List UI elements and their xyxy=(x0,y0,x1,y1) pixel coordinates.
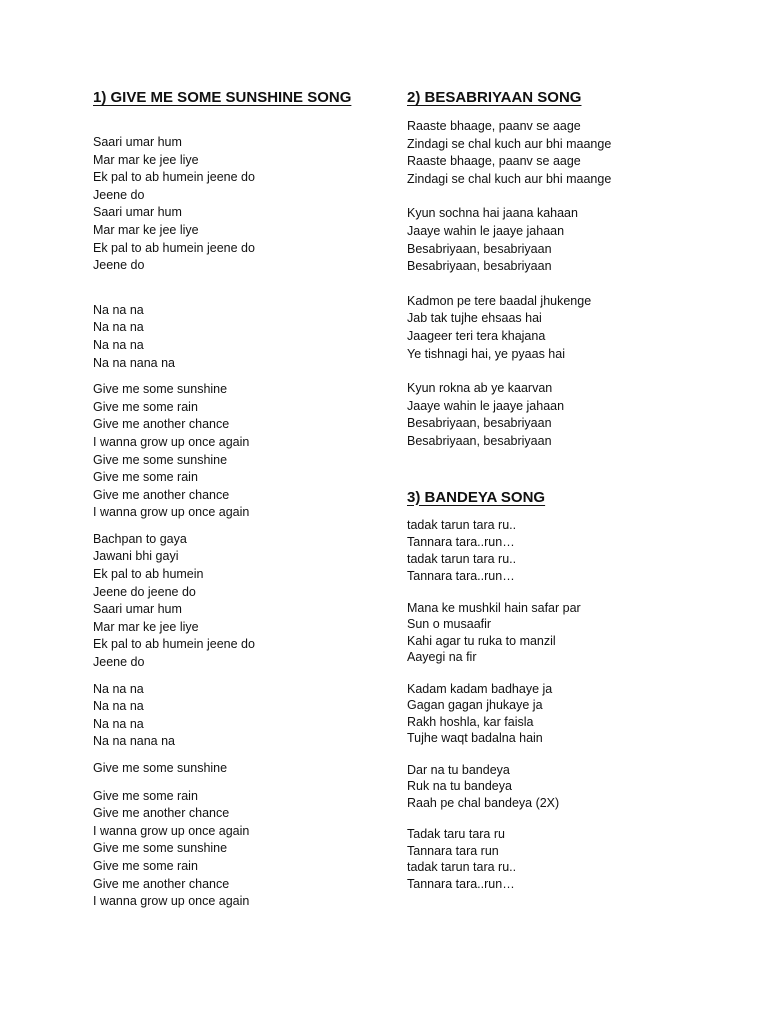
lyric-line: Bachpan to gaya xyxy=(93,531,187,546)
stanza xyxy=(407,762,697,812)
stanza xyxy=(407,681,697,747)
lyric-line: Tannara tara run xyxy=(407,843,499,858)
lyric-line: Raah pe chal bandeya (2X) xyxy=(407,795,560,810)
stanza xyxy=(407,293,697,363)
lyric-line: Mana ke mushkil hain safar par xyxy=(407,600,581,615)
stanza xyxy=(93,788,383,911)
lyric-line: Jaaye wahin le jaaye jahaan xyxy=(407,223,565,238)
lyric-line: Mar mar ke jee liye xyxy=(93,619,199,634)
lyric-line: Besabriyaan, besabriyaan xyxy=(407,416,552,431)
lyric-line: I wanna grow up once again xyxy=(93,434,250,449)
lyric-line: tadak tarun tara ru.. xyxy=(407,517,517,532)
lyric-line: Mar mar ke jee liye xyxy=(93,152,199,167)
lyric-line: Give me another chance xyxy=(93,487,230,502)
right-column xyxy=(407,88,697,892)
lyric-line: Ek pal to ab humein jeene do xyxy=(93,637,255,652)
lyric-line: Raaste bhaage, paanv se aage xyxy=(407,119,581,133)
lyric-line: Ye tishnagi hai, ye pyaas hai xyxy=(407,346,565,361)
lyric-line: Ruk na tu bandeya xyxy=(407,779,512,793)
lyric-line: Ek pal to ab humein jeene do xyxy=(93,170,255,185)
lyric-line: Tannara tara..run… xyxy=(407,568,515,583)
lyric-line: Jeene do xyxy=(93,258,145,273)
song-title-besabriyaan: 2) BESABRIYAAN SONG xyxy=(407,89,582,106)
stanza xyxy=(407,118,697,188)
lyric-line: Ek pal to ab humein xyxy=(93,567,204,582)
lyric-line: I wanna grow up once again xyxy=(93,894,250,909)
lyric-line: I wanna grow up once again xyxy=(93,505,250,520)
lyric-line: Give me some rain xyxy=(93,788,198,803)
lyric-line: Na na na xyxy=(93,337,144,352)
lyric-line: Mar mar ke jee liye xyxy=(93,222,199,237)
lyric-line: Na na na xyxy=(93,699,144,714)
lyric-line: Rakh hoshla, kar faisla xyxy=(407,714,534,729)
lyric-line: Jaaye wahin le jaaye jahaan xyxy=(407,398,565,413)
lyric-line: tadak tarun tara ru.. xyxy=(407,551,517,566)
lyric-line: Tujhe waqt badalna hain xyxy=(407,731,543,745)
lyric-line: Besabriyaan, besabriyaan xyxy=(407,259,552,274)
lyric-line: Tannara tara..run… xyxy=(407,876,515,891)
lyric-line: Tannara tara..run… xyxy=(407,534,515,549)
lyric-line: Saari umar hum xyxy=(93,135,182,149)
lyric-line: Na na na xyxy=(93,302,144,317)
lyric-line: I wanna grow up once again xyxy=(93,823,250,838)
lyric-line: Jeene do jeene do xyxy=(93,584,196,599)
lyric-line: Kadmon pe tere baadal jhukenge xyxy=(407,293,592,308)
song-title-give-me-some-sunshine: 1) GIVE ME SOME SUNSHINE SONG xyxy=(93,89,352,106)
lyric-line: Zindagi se chal kuch aur bhi maange xyxy=(407,136,612,151)
lyric-line: Besabriyaan, besabriyaan xyxy=(407,433,552,448)
lyric-line: Na na na xyxy=(93,320,144,335)
lyric-line: Give me another chance xyxy=(93,417,230,432)
lyric-line: Ek pal to ab humein jeene do xyxy=(93,240,255,255)
stanza xyxy=(93,531,383,672)
lyric-line: Na na na xyxy=(93,681,144,696)
lyric-line: Kadam kadam badhaye ja xyxy=(407,681,553,696)
lyric-line: tadak tarun tara ru.. xyxy=(407,860,517,874)
lyric-line: Give me some sunshine xyxy=(93,841,228,856)
lyric-line: Give me some sunshine xyxy=(93,382,228,397)
lyric-line: Na na nana na xyxy=(93,355,176,370)
lyric-line: Jab tak tujhe ehsaas hai xyxy=(407,311,542,326)
lyric-line: Jeene do xyxy=(93,655,145,670)
lyric-line: Sun o musaafir xyxy=(407,617,492,631)
stanza xyxy=(407,380,697,450)
lyric-line: Kyun sochna hai jaana kahaan xyxy=(407,206,578,221)
song-title-bandeya: 3) BANDEYA SONG xyxy=(407,488,546,506)
lyric-line: Aayegi na fir xyxy=(407,650,477,664)
stanza xyxy=(407,600,697,666)
lyric-line: Jawani bhi gayi xyxy=(93,549,179,564)
lyric-line: Saari umar hum xyxy=(93,602,182,617)
stanza xyxy=(93,134,383,275)
left-column xyxy=(93,88,383,911)
lyric-line: Give me some rain xyxy=(93,470,198,485)
lyric-line: Dar na tu bandeya xyxy=(407,762,510,777)
lyric-line: Give me some rain xyxy=(93,399,198,414)
lyric-line: Na na na xyxy=(93,716,144,731)
lyric-line: Tadak taru tara ru xyxy=(407,827,505,841)
lyric-line: Jeene do xyxy=(93,187,145,202)
lyric-line: Besabriyaan, besabriyaan xyxy=(407,241,552,256)
stanza xyxy=(407,826,697,892)
lyric-line: Kyun rokna ab ye kaarvan xyxy=(407,381,553,396)
lyric-line: Give me some sunshine xyxy=(93,761,228,775)
stanza xyxy=(93,681,383,751)
stanza xyxy=(93,302,383,372)
lyric-line: Kahi agar tu ruka to manzil xyxy=(407,633,556,648)
lyric-line: Give me another chance xyxy=(93,806,230,821)
stanza xyxy=(407,205,697,275)
stanza xyxy=(407,517,697,585)
lyric-line: Saari umar hum xyxy=(93,205,182,220)
lyric-line: Jaageer teri tera khajana xyxy=(407,328,546,343)
lyric-line: Give me some rain xyxy=(93,858,198,873)
lyric-line: Give me another chance xyxy=(93,876,230,891)
lyric-line: Zindagi se chal kuch aur bhi maange xyxy=(407,171,612,186)
stanza xyxy=(93,381,383,522)
lyric-line: Raaste bhaage, paanv se aage xyxy=(407,154,581,169)
lyric-line: Na na nana na xyxy=(93,734,176,749)
lyric-line: Gagan gagan jhukaye ja xyxy=(407,698,543,712)
stanza xyxy=(93,760,383,778)
lyric-line: Give me some sunshine xyxy=(93,452,228,467)
